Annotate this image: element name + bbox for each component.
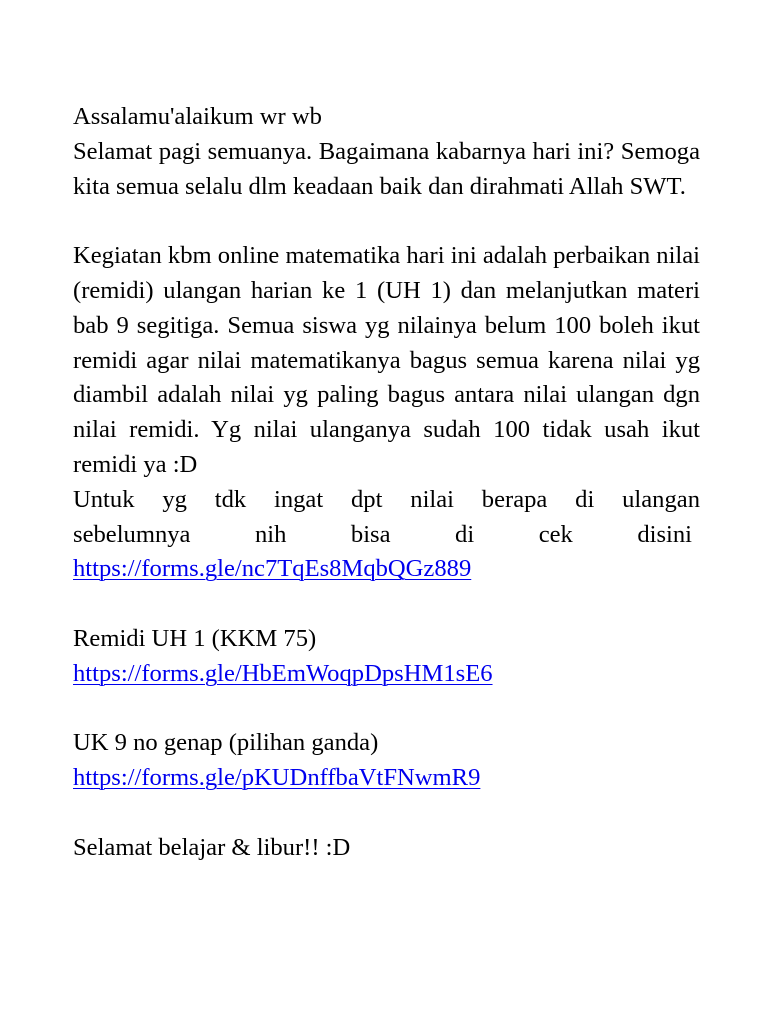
check-grade-link[interactable]: https://forms.gle/nc7TqEs8MqbQGz889 (73, 555, 472, 583)
check-grade-word: di (455, 520, 475, 548)
paragraph-spacer (73, 587, 700, 622)
paragraph-spacer (73, 796, 700, 831)
check-grade-line-1: Untuk yg tdk ingat dpt nilai berapa di ulangan (73, 485, 700, 513)
check-grade-word: disini (637, 520, 692, 548)
paragraph-spacer (73, 204, 700, 239)
check-grade-line-2 (73, 518, 700, 553)
check-grade-word: nih (254, 520, 287, 548)
remidi-label: Remidi UH 1 (KKM 75) (73, 624, 317, 652)
check-grade-word: bisa (350, 520, 391, 548)
uk9-label: UK 9 no genap (pilihan ganda) (73, 729, 379, 757)
closing-text: Selamat belajar & libur!! :D (73, 833, 351, 861)
greeting-text: Assalamu'alaikum wr wb (73, 103, 322, 130)
document-body (73, 100, 700, 866)
paragraph-spacer (73, 692, 700, 727)
uk9-link[interactable]: https://forms.gle/pKUDnffbaVtFNwmR9 (73, 764, 481, 792)
uk9-section (73, 726, 700, 796)
opening-paragraph: Selamat pagi semuanya. Bagaimana kabarnya hari ini? Semoga kita semua selalu dlm keadaan baik dan dirahmati Allah SWT. (73, 137, 700, 200)
remidi-link[interactable]: https://forms.gle/HbEmWoqpDpsHM1sE6 (73, 659, 493, 687)
kbm-paragraph: Kegiatan kbm online matematika hari ini adalah perbaikan nilai (remidi) ulangan harian ke 1 (UH 1) dan melanjutkan materi bab 9 segitiga. Semua siswa yg nilainya belum 100 boleh ikut remidi agar nilai matematikanya bagus semua karena nilai yg diambil adalah nilai yg paling bagus antara nilai ulangan dgn nilai remidi. Yg nilai ulanganya sudah 100 tidak usah ikut remidi ya :D (73, 242, 700, 478)
check-grade-word: sebelumnya (73, 520, 191, 548)
remidi-section (73, 622, 700, 692)
check-grade-paragraph (73, 483, 700, 587)
check-grade-word: cek (538, 520, 573, 548)
